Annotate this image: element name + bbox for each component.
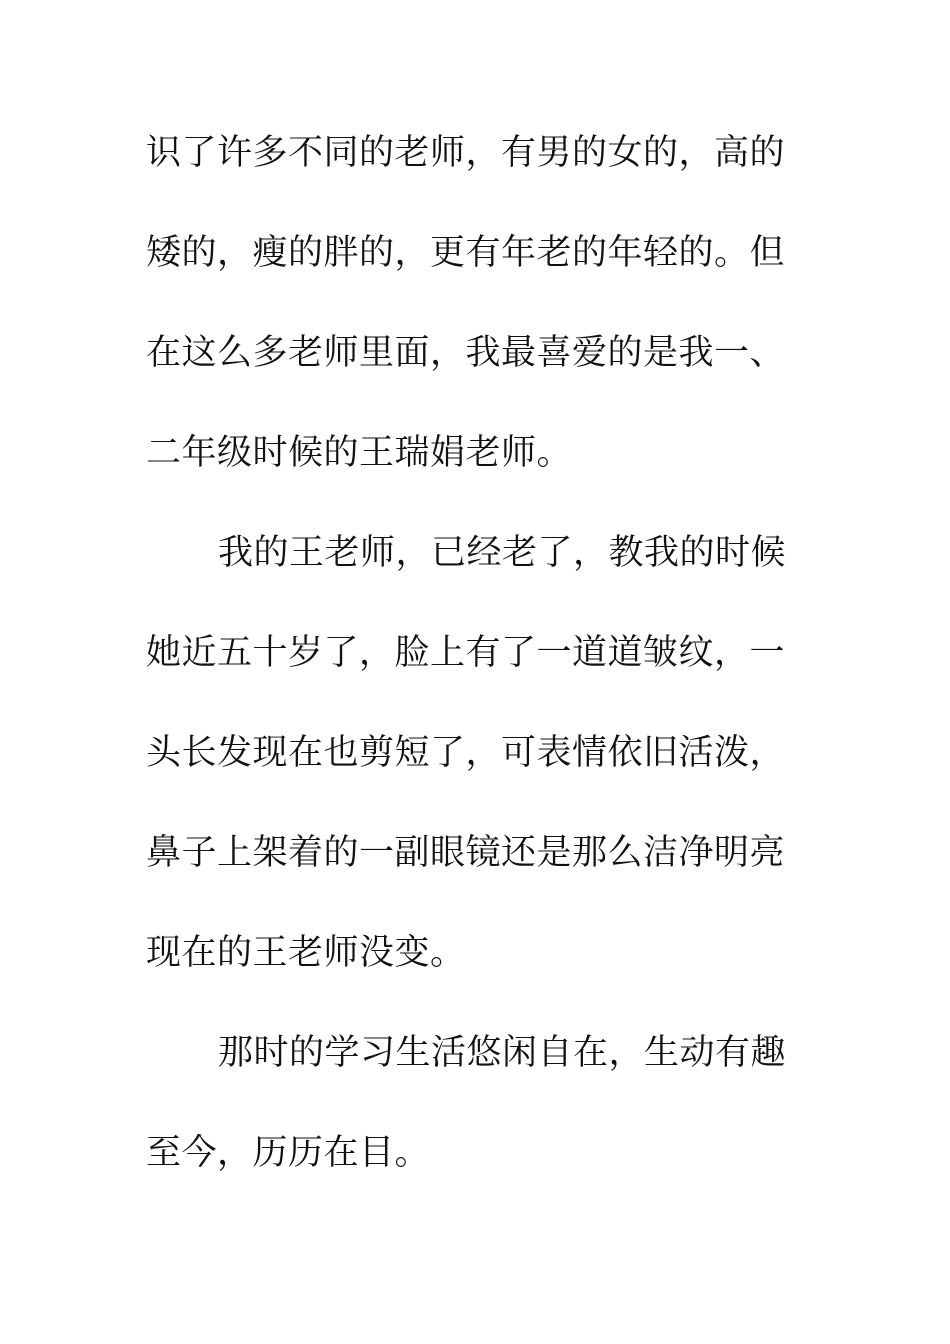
paragraph-3-line-1: 那时的学习生活悠闲自在，生动有趣 (218, 1033, 787, 1073)
paragraph-2-line-4: 鼻子上架着的一副眼镜还是那么洁净明亮 (146, 833, 786, 873)
paragraph-2-line-1: 我的王老师，已经老了，教我的时候 (218, 533, 787, 573)
paragraph-2-line-3: 头长发现在也剪短了，可表情依旧活泼， (146, 733, 786, 773)
paragraph-1-line-2: 矮的，瘦的胖的，更有年老的年轻的。但 (146, 233, 786, 273)
paragraph-2-line-2: 她近五十岁了，脸上有了一道道皱纹，一 (146, 633, 786, 673)
paragraph-1-line-1: 识了许多不同的老师，有男的女的，高的 (146, 133, 786, 173)
paragraph-1-line-3: 在这么多老师里面，我最喜爱的是我一、 (146, 333, 786, 373)
paragraph-1-line-4: 二年级时候的王瑞娟老师。 (146, 433, 573, 473)
paragraph-2-line-5: 现在的王老师没变。 (146, 933, 466, 973)
paragraph-3-line-2: 至今，历历在目。 (146, 1133, 431, 1173)
